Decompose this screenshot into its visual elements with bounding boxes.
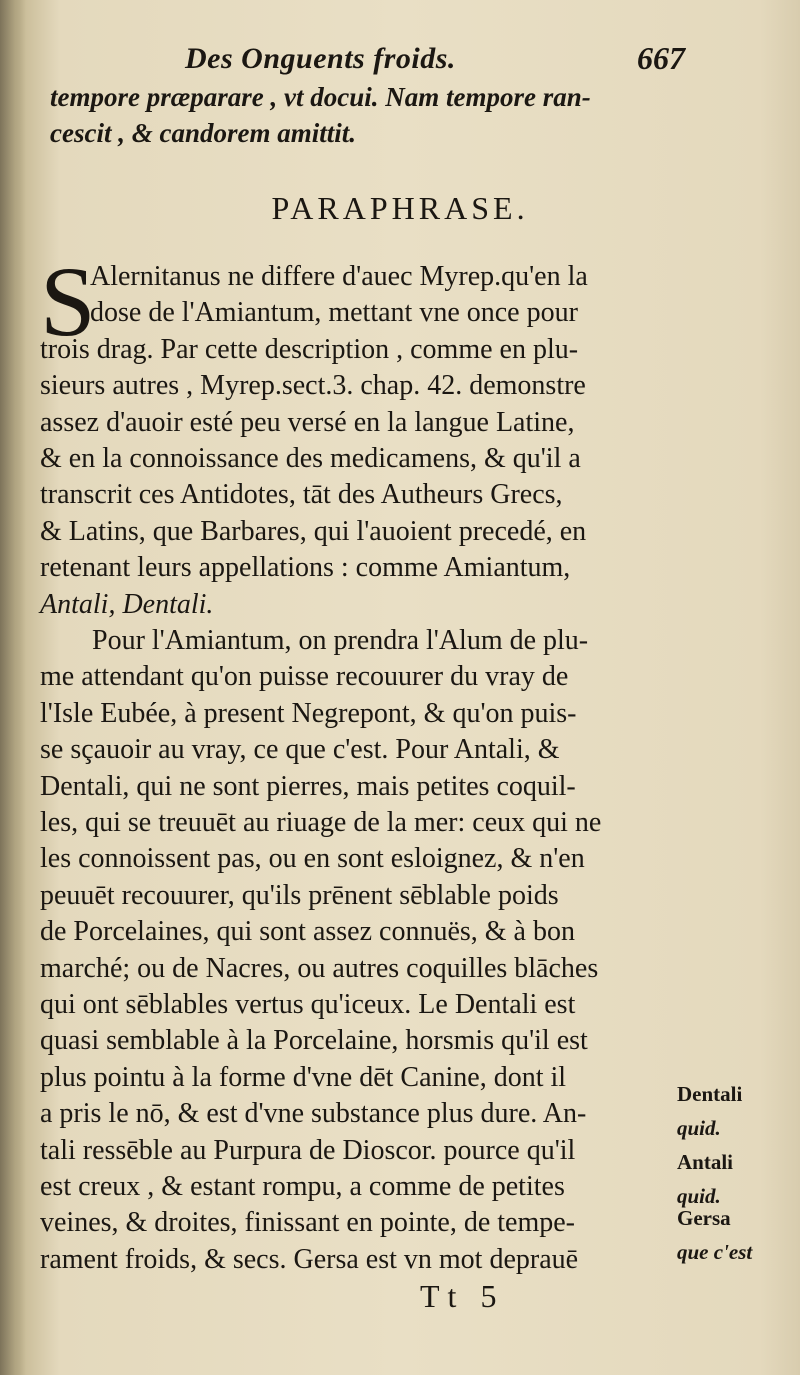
margin-note: Dentali [677,1082,743,1106]
margin-note: que c'est [677,1240,753,1264]
body-line: trois drag. Par cette description , comme en plu- [40,333,579,365]
latin-line-2: cescit , & candorem amittit. [50,118,356,148]
latin-line-1: tempore præparare , vt docui. Nam tempore ran- [50,82,591,112]
body-line: marché; ou de Nacres, ou autres coquilles blāches [40,952,599,984]
body-line: Pour l'Amiantum, on prendra l'Alum de plu- [92,625,589,656]
page-number: 667 [637,40,685,76]
body-line: les connoissent pas, ou en sont esloignez, & n'en [40,843,585,875]
body-line: transcrit ces Antidotes, tāt des Autheurs Grecs, [40,479,563,511]
body-line: sieurs autres , Myrep.sect.3. chap. 42. demonstre [40,370,586,402]
margin-note: Gersa [677,1206,731,1230]
body-line: dose de l'Amiantum, mettant vne once pour [90,297,578,329]
signature-mark: Tt 5 [420,1278,505,1314]
body-line: est creux , & estant rompu, a comme de petites [40,1171,565,1202]
body-line: se sçauoir au vray, ce que c'est. Pour Antali, & [40,734,560,766]
body-line: peuuēt recouurer, qu'ils prēnent sēblable poids [40,879,559,911]
section-heading: PARAPHRASE. [271,190,529,226]
margin-note: quid. [677,1184,721,1208]
body-line: rament froids, & secs. Gersa est vn mot deprauē [40,1243,579,1275]
body-line: de Porcelaines, qui sont assez connuës, & à bon [40,916,575,948]
body-line: retenant leurs appellations : comme Amiantum, [40,552,571,584]
body-line: a pris le nō, & est d'vne substance plus dure. An- [40,1098,587,1130]
margin-note: Antali [677,1150,734,1174]
body-line: & Latins, que Barbares, qui l'auoient precedé, en [40,515,587,547]
body-line: plus pointu à la forme d'vne dēt Canine, dont il [40,1061,567,1093]
page-header [185,42,685,82]
margin-note: quid. [677,1116,721,1140]
body-line: & en la connoissance des medicamens, & qu'il a [40,443,581,474]
body-line: les, qui se treuuēt au riuage de la mer: ceux qui ne [40,807,602,838]
body-line: tali ressēble au Purpura de Dioscor. pource qu'il [40,1134,576,1166]
body-line: Alernitanus ne differe d'auec Myrep.qu'en la [90,261,588,292]
running-title: Des Onguents froids. [185,42,456,75]
body-line: me attendant qu'on puisse recouurer du vray de [40,661,569,693]
drop-cap: S [40,246,96,357]
body-line: quasi semblable à la Porcelaine, horsmis qu'il est [40,1025,588,1057]
body-line: l'Isle Eubée, à present Negrepont, & qu'on puis- [40,697,577,729]
body-line: veines, & droites, finissant en pointe, de tempe- [40,1207,575,1239]
body-line: assez d'auoir esté peu versé en la langue Latine, [40,406,575,438]
body-line: Dentali, qui ne sont pierres, mais petites coquil- [40,770,576,802]
body-line: Antali, Dentali. [40,588,214,620]
body-line: qui ont sēblables vertus qu'iceux. Le Dentali est [40,989,576,1020]
